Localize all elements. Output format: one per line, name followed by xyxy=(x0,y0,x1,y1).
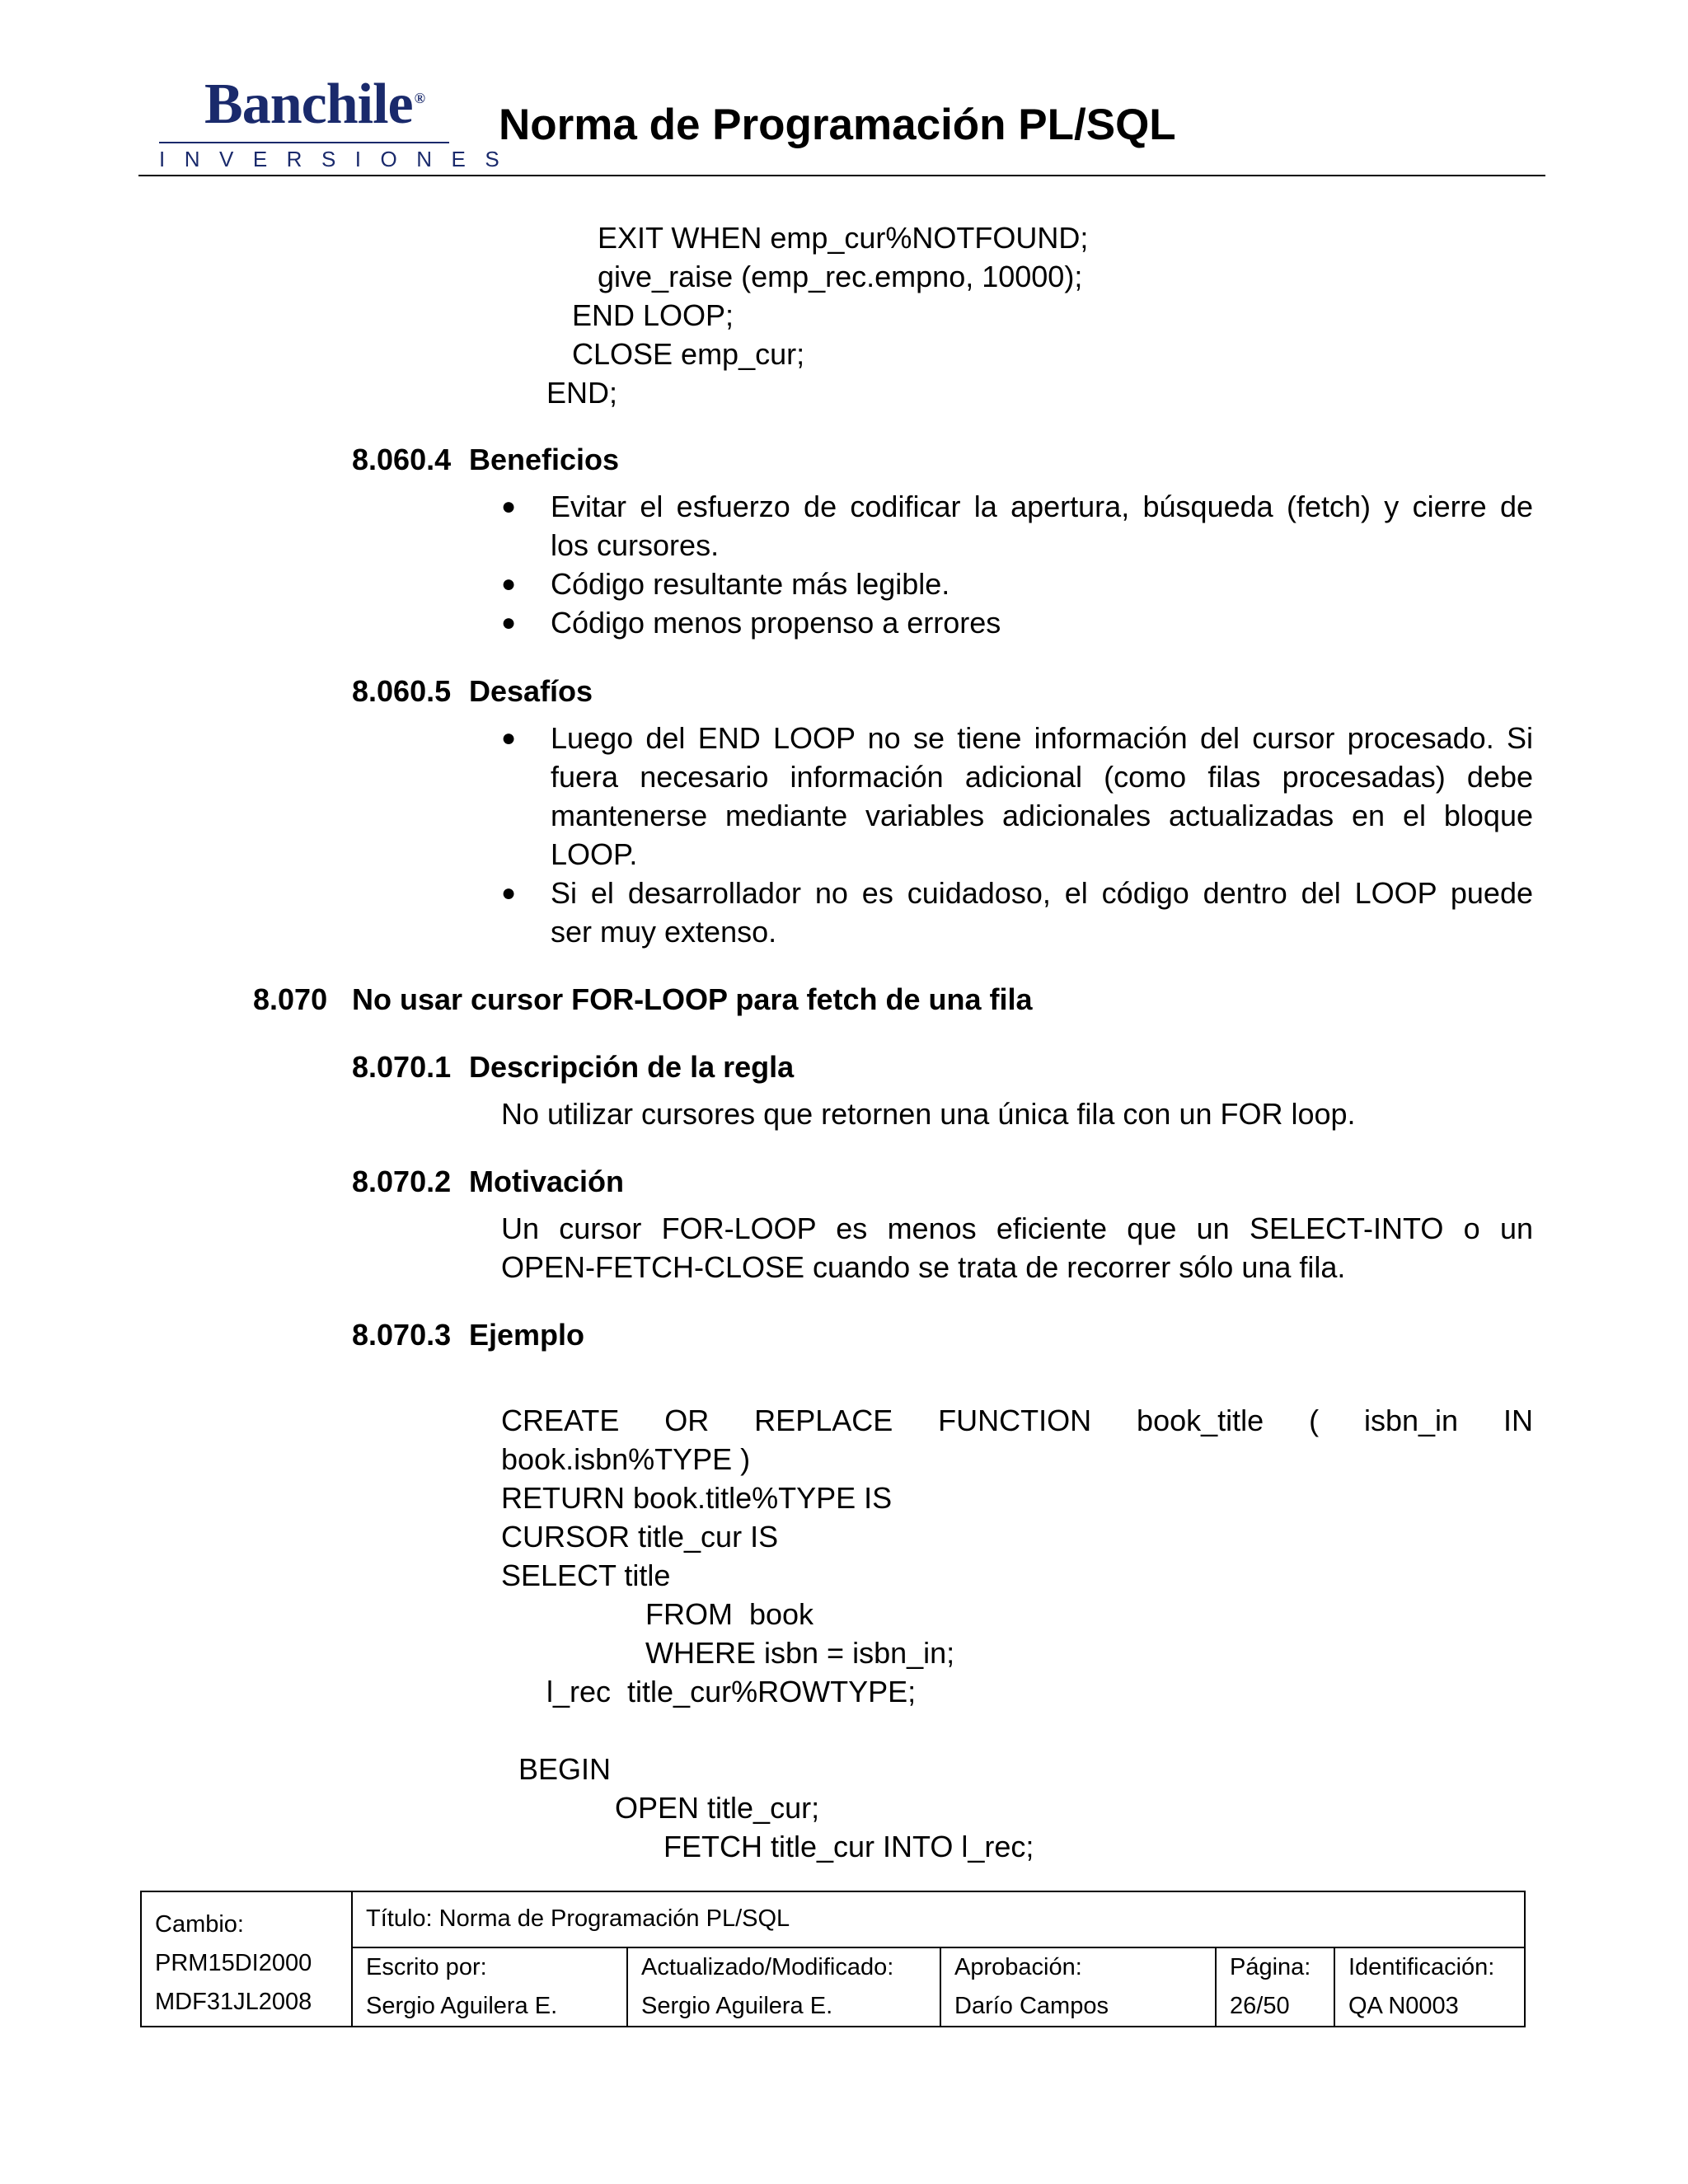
aprobacion-value: Darío Campos xyxy=(954,1993,1109,2019)
code-line: give_raise (emp_rec.empno, 10000); xyxy=(598,260,1083,293)
code-line: FROM book xyxy=(645,1597,814,1631)
section-number: 8.070.1 xyxy=(352,1050,452,1084)
pagina-label: Página: xyxy=(1230,1954,1311,1980)
code-line: l_rec title_cur%ROWTYPE; xyxy=(546,1675,917,1708)
body-text: No utilizar cursores que retornen una única fila con un FOR loop. xyxy=(501,1097,1356,1131)
footer-title: Título: Norma de Programación PL/SQL xyxy=(352,1891,1525,1947)
logo-subtitle: INVERSIONES xyxy=(159,147,519,171)
bullet-icon: ● xyxy=(501,609,517,636)
code-line: EXIT WHEN emp_cur%NOTFOUND; xyxy=(598,221,1089,255)
section-number: 8.060.4 xyxy=(352,443,452,476)
document-title: Norma de Programación PL/SQL xyxy=(499,101,1176,149)
bullet-text: Código resultante más legible. xyxy=(551,567,950,601)
bullet-icon: ● xyxy=(501,724,517,752)
logo-divider xyxy=(159,142,449,143)
bullet-text: fuera necesario información adicional (como filas procesadas) debe xyxy=(551,760,1533,794)
bullet-text: ser muy extenso. xyxy=(551,915,777,949)
code-line: END; xyxy=(546,376,618,410)
cambio-label: Cambio: xyxy=(155,1911,244,1938)
actualizado-value: Sergio Aguilera E. xyxy=(641,1993,833,2019)
identificacion-value: QA N0003 xyxy=(1348,1993,1459,2019)
bullet-icon: ● xyxy=(501,493,517,520)
cambio-cell xyxy=(141,1891,352,2027)
bullet-text: LOOP. xyxy=(551,837,638,871)
code-line: CREATE OR REPLACE FUNCTION book_title ( isbn_in IN xyxy=(501,1404,1533,1437)
bullet-text: Evitar el esfuerzo de codificar la apertura, búsqueda (fetch) y cierre de xyxy=(551,490,1533,523)
logo-name: Banchile xyxy=(204,73,413,136)
section-heading: No usar cursor FOR-LOOP para fetch de una fila xyxy=(352,982,1033,1016)
actualizado-label: Actualizado/Modificado: xyxy=(641,1954,894,1980)
cambio-code: PRM15DI2000 xyxy=(155,1950,312,1976)
pagina-cell xyxy=(1216,1947,1334,2027)
bullet-text: mantenerse mediante variables adicionales actualizadas en el bloque xyxy=(551,799,1533,832)
code-line: CLOSE emp_cur; xyxy=(572,337,805,371)
code-line: WHERE isbn = isbn_in; xyxy=(645,1636,955,1670)
bullet-text: Código menos propenso a errores xyxy=(551,606,1001,640)
code-line: END LOOP; xyxy=(572,298,734,332)
escrito-value: Sergio Aguilera E. xyxy=(366,1993,558,2019)
company-logo xyxy=(204,73,425,136)
header-rule xyxy=(138,175,1545,176)
cambio-code: MDF31JL2008 xyxy=(155,1989,312,2015)
bullet-text: los cursores. xyxy=(551,528,720,562)
code-line: BEGIN xyxy=(518,1752,612,1786)
aprobacion-label: Aprobación: xyxy=(954,1954,1082,1980)
escrito-label: Escrito por: xyxy=(366,1954,487,1980)
code-line: book.isbn%TYPE ) xyxy=(501,1442,751,1476)
bullet-icon: ● xyxy=(501,879,517,907)
actualizado-cell xyxy=(627,1947,940,2027)
code-line: SELECT title xyxy=(501,1558,671,1592)
code-line: RETURN book.title%TYPE IS xyxy=(501,1481,893,1515)
section-heading: Beneficios xyxy=(469,443,620,476)
section-number: 8.070 xyxy=(253,982,328,1016)
code-line: CURSOR title_cur IS xyxy=(501,1520,779,1554)
identificacion-label: Identificación: xyxy=(1348,1954,1495,1980)
bullet-text: Si el desarrollador no es cuidadoso, el código dentro del LOOP puede xyxy=(551,876,1533,910)
page-number: 26/50 xyxy=(1230,1993,1290,2019)
section-heading: Ejemplo xyxy=(469,1318,585,1352)
code-line: OPEN title_cur; xyxy=(615,1791,820,1825)
section-heading: Descripción de la regla xyxy=(469,1050,795,1084)
logo-registered-mark: ® xyxy=(414,89,425,106)
body-text: Un cursor FOR-LOOP es menos eficiente que un SELECT-INTO o un xyxy=(501,1212,1533,1245)
identificacion-cell xyxy=(1334,1947,1525,2027)
escrito-cell xyxy=(352,1947,627,2027)
bullet-icon: ● xyxy=(501,570,517,598)
section-heading: Motivación xyxy=(469,1165,625,1198)
section-number: 8.070.2 xyxy=(352,1165,452,1198)
bullet-text: Luego del END LOOP no se tiene información del cursor procesado. Si xyxy=(551,721,1533,755)
section-number: 8.060.5 xyxy=(352,674,452,708)
section-heading: Desafíos xyxy=(469,674,593,708)
code-line: FETCH title_cur INTO l_rec; xyxy=(663,1830,1034,1863)
footer-table xyxy=(140,1891,1526,2027)
section-number: 8.070.3 xyxy=(352,1318,452,1352)
body-text: OPEN-FETCH-CLOSE cuando se trata de recorrer sólo una fila. xyxy=(501,1250,1346,1284)
aprobacion-cell xyxy=(940,1947,1216,2027)
